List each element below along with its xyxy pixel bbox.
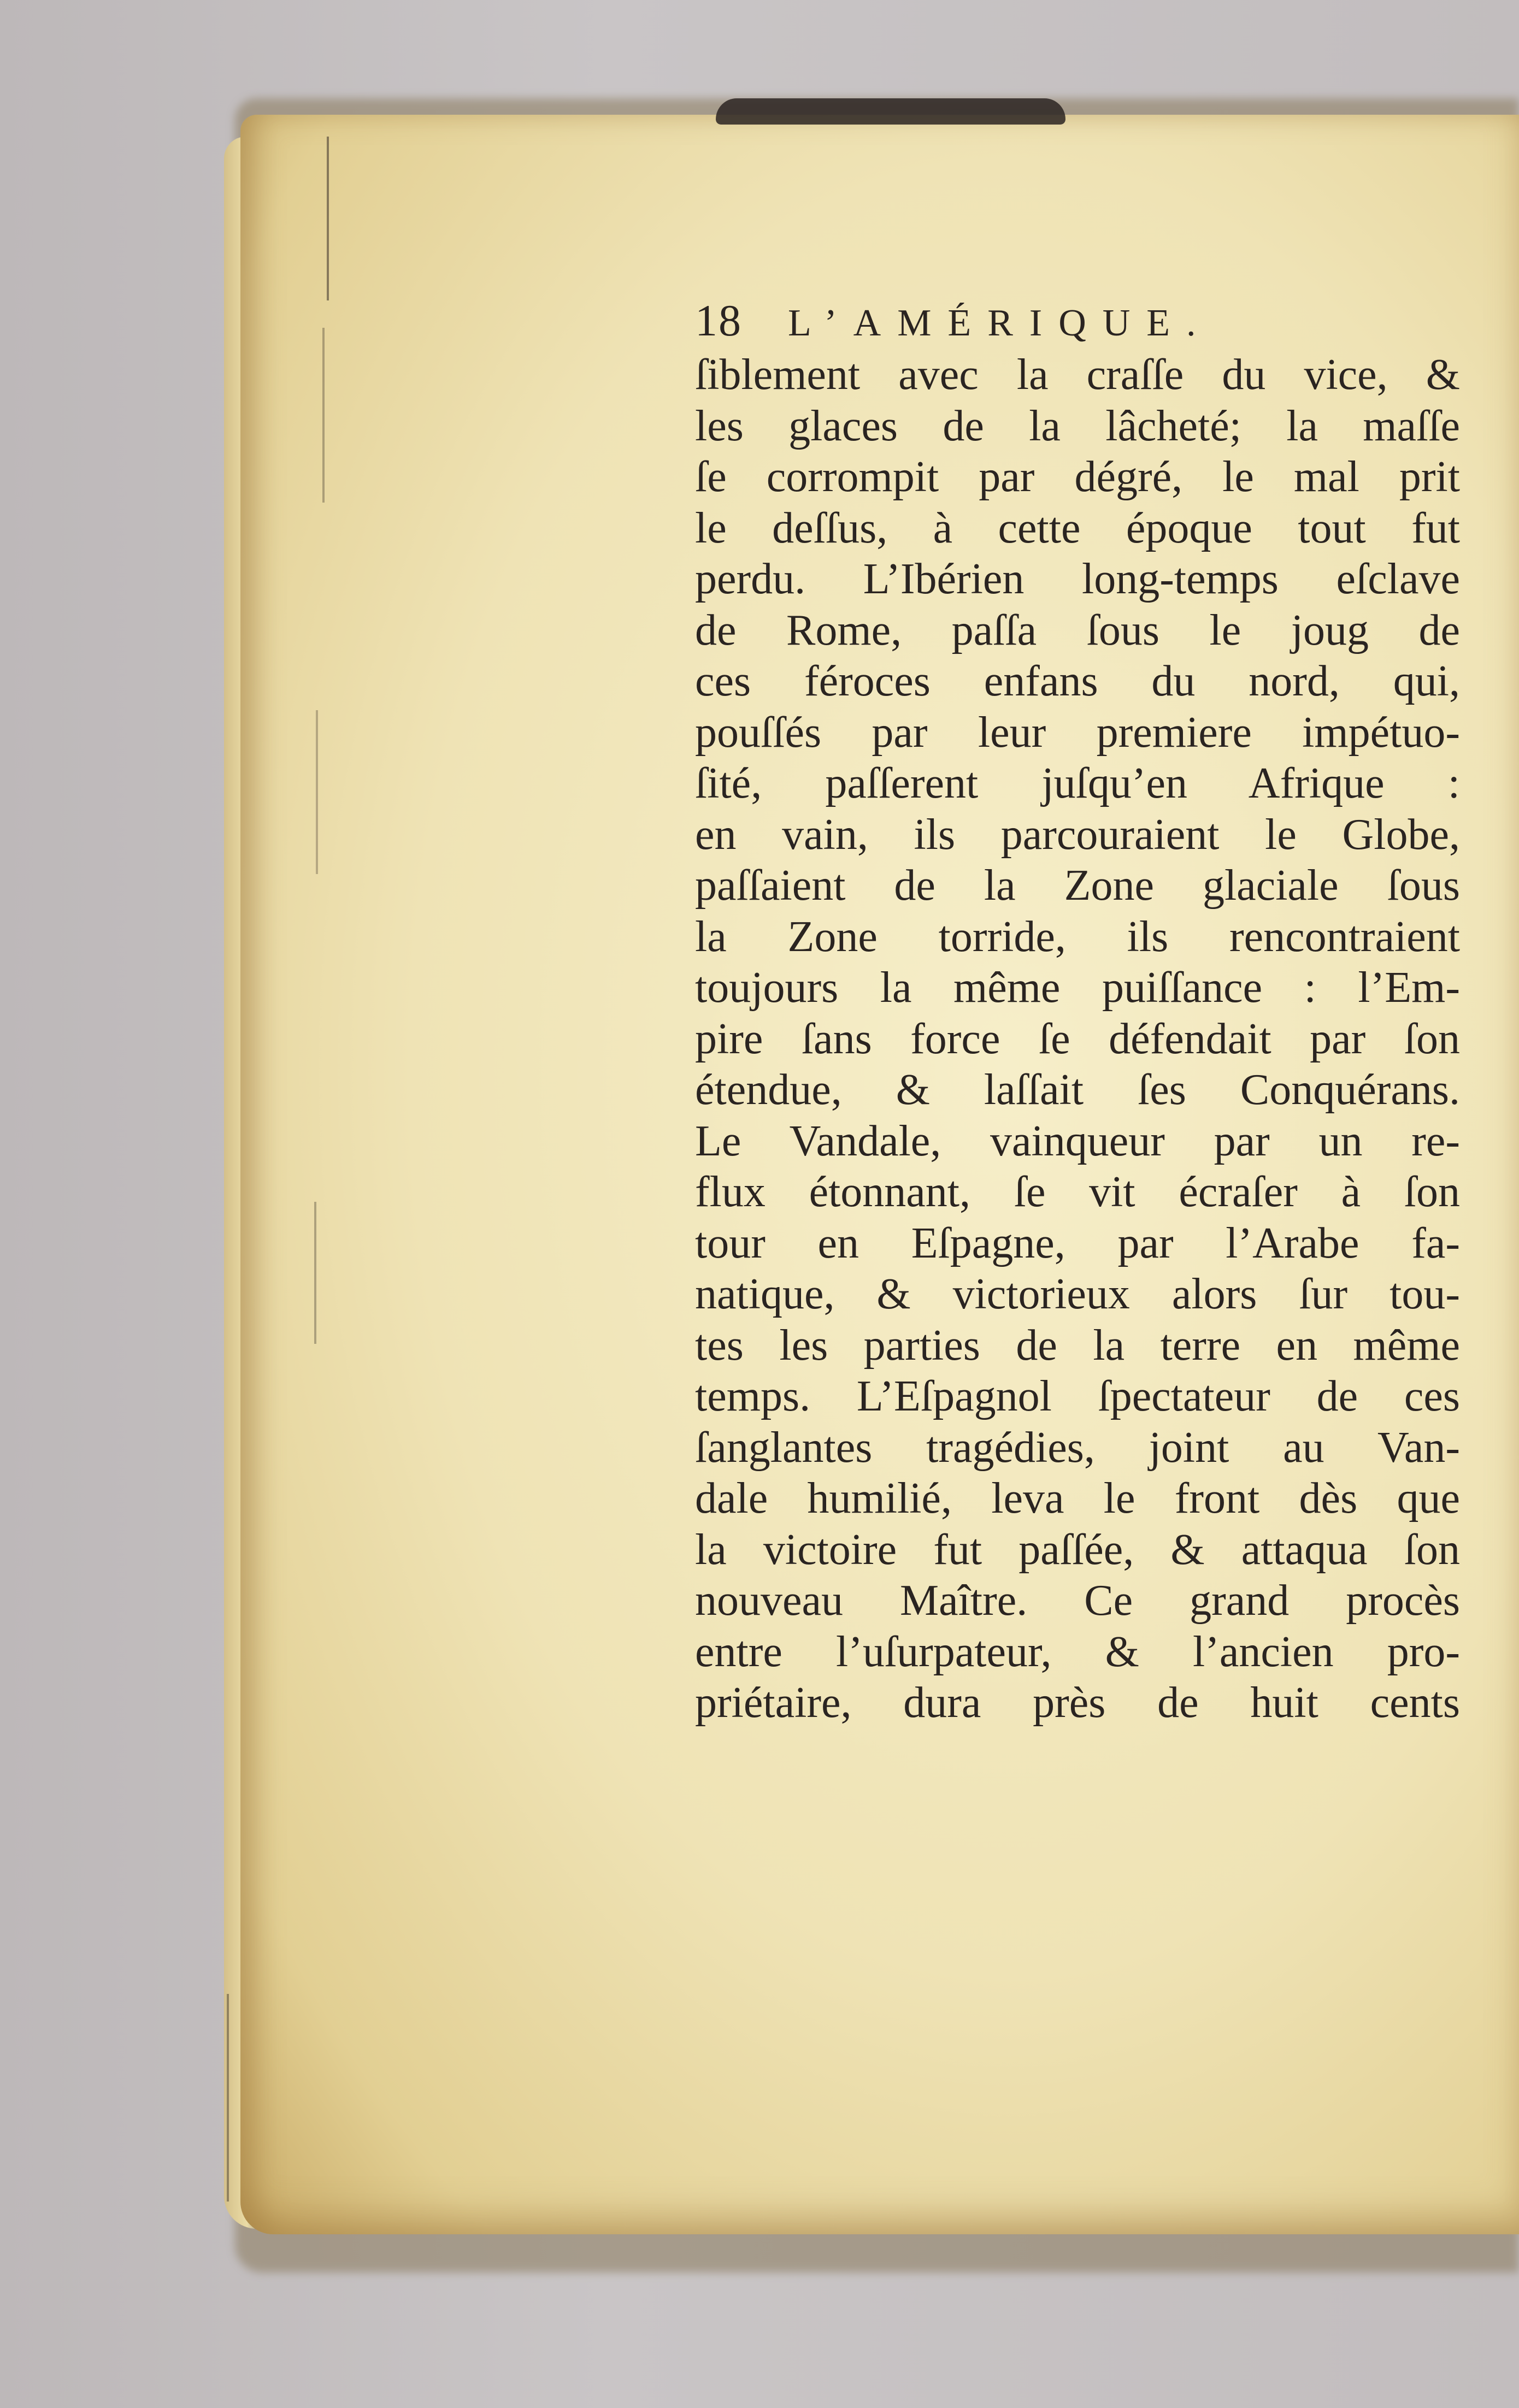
- text-line: natique, & victorieux alors ſur tou-: [695, 1270, 1460, 1318]
- text-line: ces féroces enfans du nord, qui,: [695, 657, 1460, 705]
- text-line: Le Vandale, vainqueur par un re-: [695, 1117, 1460, 1165]
- gutter-mark: [322, 328, 325, 503]
- text-line: étendue, & laſſait ſes Conquérans.: [695, 1066, 1460, 1114]
- book-top-edge: [716, 98, 1065, 125]
- text-line: tour en Eſpagne, par l’Arabe fa-: [695, 1219, 1460, 1267]
- text-line: entre l’uſurpateur, & l’ancien pro-: [695, 1627, 1460, 1676]
- text-line: paſſaient de la Zone glaciale ſous: [695, 861, 1460, 910]
- text-line: ſe corrompit par dégré, le mal prit: [695, 453, 1460, 501]
- text-line: pouſſés par leur premiere impétuo-: [695, 708, 1460, 757]
- text-line: nouveau Maître. Ce grand procès: [695, 1577, 1460, 1625]
- text-line: toujours la même puiſſance : l’Em-: [695, 964, 1460, 1012]
- text-line: le deſſus, à cette époque tout fut: [695, 504, 1460, 552]
- page-number: 18: [695, 296, 742, 345]
- gutter-mark: [316, 710, 318, 874]
- text-line: pire ſans force ſe défendait par ſon: [695, 1014, 1460, 1063]
- text-line: de Rome, paſſa ſous le joug de: [695, 606, 1460, 654]
- page-text-block: [695, 295, 1460, 1729]
- text-line: ſité, paſſerent juſqu’en Afrique :: [695, 759, 1460, 807]
- text-line: flux étonnant, ſe vit écraſer à ſon: [695, 1168, 1460, 1216]
- gutter-mark: [327, 137, 329, 300]
- text-line: la victoire fut paſſée, & attaqua ſon: [695, 1525, 1460, 1574]
- running-head: [695, 295, 1460, 350]
- text-line: les glaces de la lâcheté; la maſſe: [695, 402, 1460, 450]
- text-line: ſanglantes tragédies, joint au Van-: [695, 1423, 1460, 1472]
- text-line: ſiblement avec la craſſe du vice, &: [695, 351, 1460, 399]
- text-line: priétaire, dura près de huit cents: [695, 1679, 1460, 1727]
- gutter-mark: [314, 1202, 316, 1344]
- text-line: tes les parties de la terre en même: [695, 1321, 1460, 1370]
- text-line: perdu. L’Ibérien long-temps eſclave: [695, 555, 1460, 603]
- text-line: dale humilié, leva le front dès que: [695, 1474, 1460, 1522]
- text-line: en vain, ils parcouraient le Globe,: [695, 810, 1460, 859]
- gutter-mark: [227, 1994, 229, 2202]
- running-title: L’AMÉRIQUE.: [788, 302, 1212, 344]
- text-line: la Zone torride, ils rencontraient: [695, 912, 1460, 961]
- text-line: temps. L’Eſpagnol ſpectateur de ces: [695, 1372, 1460, 1420]
